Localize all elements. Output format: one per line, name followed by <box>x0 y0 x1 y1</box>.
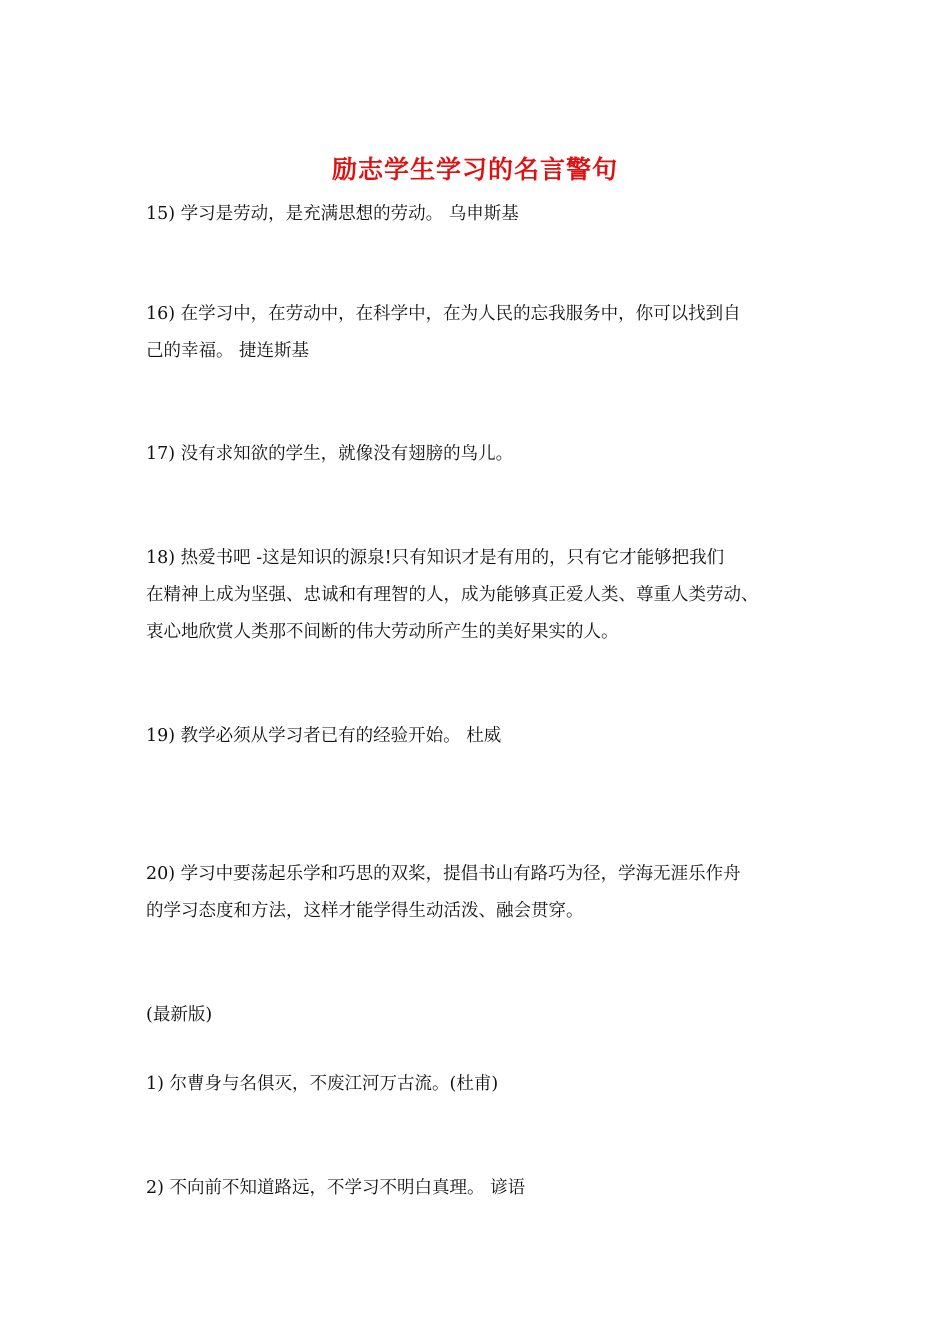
quote-line: 在精神上成为坚强、忠诚和有理智的人，成为能够真正爱人类、尊重人类劳动、 <box>146 585 759 605</box>
quote-line: 己的幸福。 捷连斯基 <box>146 341 310 361</box>
quote-line: 1) 尔曹身与名俱灭，不废江河万古流。(杜甫) <box>146 1074 499 1094</box>
quote-line: 衷心地欣赏人类那不间断的伟大劳动所产生的美好果实的人。 <box>146 622 619 642</box>
quote-line: 19) 教学必须从学习者已有的经验开始。 杜威 <box>146 726 502 746</box>
quote-line: 15) 学习是劳动，是充满思想的劳动。 乌申斯基 <box>146 204 519 224</box>
quote-line: 18) 热爱书吧 -这是知识的源泉!只有知识才是有用的，只有它才能够把我们 <box>146 548 725 568</box>
quote-18 <box>146 540 816 651</box>
quote-line: 17) 没有求知欲的学生，就像没有翅膀的鸟儿。 <box>146 444 514 464</box>
quote-line: 16) 在学习中，在劳动中，在科学中，在为人民的忘我服务中，你可以找到自 <box>146 304 741 324</box>
quote-1 <box>146 1066 816 1103</box>
quote-line: 的学习态度和方法，这样才能学得生动活泼、融会贯穿。 <box>146 901 584 921</box>
quote-15 <box>146 196 816 233</box>
quote-20 <box>146 856 816 930</box>
quote-19 <box>146 718 816 755</box>
quote-line: 2) 不向前不知道路远，不学习不明白真理。 谚语 <box>146 1178 526 1198</box>
quote-line: (最新版) <box>146 1005 213 1025</box>
quote-line: 20) 学习中要荡起乐学和巧思的双桨，提倡书山有路巧为径，学海无涯乐作舟 <box>146 864 741 884</box>
section-label <box>146 997 816 1034</box>
document-title: 励志学生学习的名言警句 <box>331 155 618 184</box>
quote-16 <box>146 296 816 370</box>
quote-2 <box>146 1170 816 1207</box>
quote-17 <box>146 436 816 473</box>
